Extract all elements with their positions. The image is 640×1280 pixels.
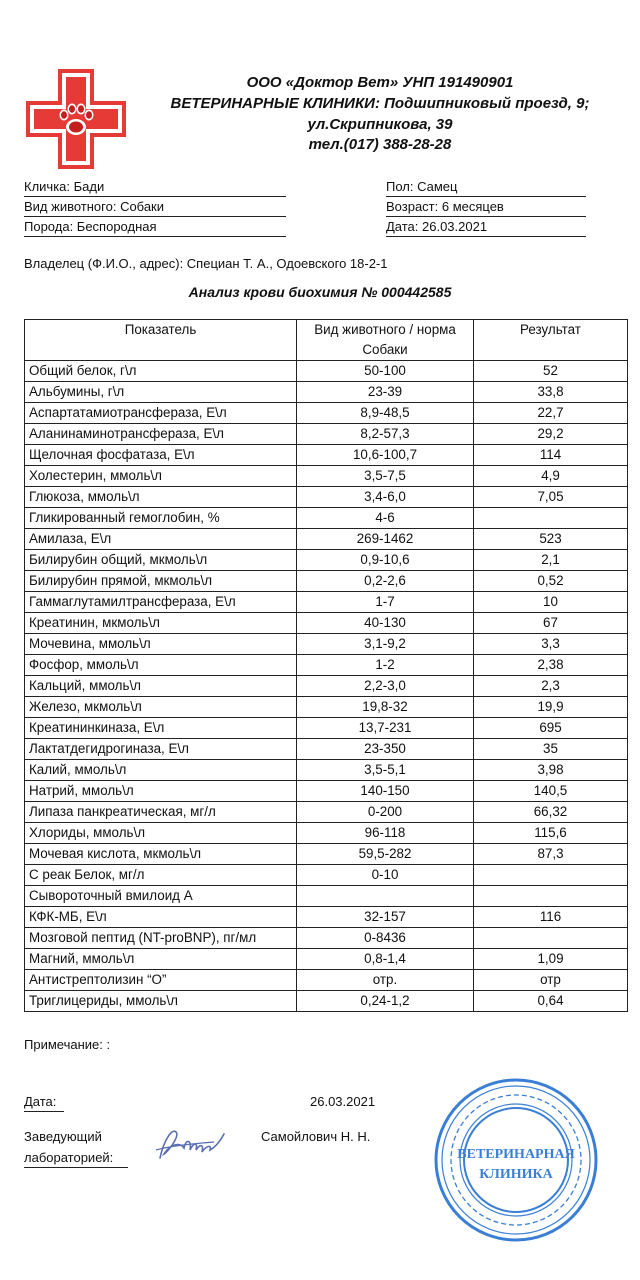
norm-cell: 0-200 [297, 802, 474, 823]
indicator-cell: С реак Белок, мг/л [25, 865, 297, 886]
indicator-cell: Билирубин общий, мкмоль\л [25, 550, 297, 571]
indicator-cell: Аспартатамиотрансфераза, Е\л [25, 403, 297, 424]
signature-mark [150, 1120, 232, 1170]
table-row [25, 613, 628, 634]
result-cell: 35 [474, 739, 628, 760]
head-label-line2: лабораторией: [24, 1149, 128, 1168]
table-row [25, 550, 628, 571]
table-row [25, 844, 628, 865]
result-cell: 523 [474, 529, 628, 550]
result-cell: 4,9 [474, 466, 628, 487]
norm-cell: 3,1-9,2 [297, 634, 474, 655]
red-cross-paw-icon [24, 67, 128, 171]
norm-cell: 0-10 [297, 865, 474, 886]
table-row [25, 361, 628, 382]
table-row [25, 487, 628, 508]
indicator-cell: Калий, ммоль\л [25, 760, 297, 781]
result-cell: 0,64 [474, 991, 628, 1012]
norm-cell: 3,5-7,5 [297, 466, 474, 487]
indicator-cell: Амилаза, Е\л [25, 529, 297, 550]
norm-cell: 0,24-1,2 [297, 991, 474, 1012]
norm-cell: 1-2 [297, 655, 474, 676]
column-header-norm: Вид животного / норма [297, 320, 474, 341]
patient-species: Вид животного: Собаки [24, 198, 286, 217]
result-cell: 140,5 [474, 781, 628, 802]
norm-cell: 0,9-10,6 [297, 550, 474, 571]
norm-cell: 96-118 [297, 823, 474, 844]
table-row [25, 760, 628, 781]
norm-cell: 4-6 [297, 508, 474, 529]
clinic-stamp [432, 1076, 600, 1244]
result-cell: 116 [474, 907, 628, 928]
table-row [25, 970, 628, 991]
result-cell: 3,98 [474, 760, 628, 781]
indicator-cell: Аланинаминотрансфераза, Е\л [25, 424, 297, 445]
norm-cell: 2,2-3,0 [297, 676, 474, 697]
table-row [25, 508, 628, 529]
owner-info: Владелец (Ф.И.О., адрес): Специан Т. А., Одоевского 18-2-1 [24, 256, 388, 271]
table-row [25, 823, 628, 844]
table-row [25, 781, 628, 802]
table-row [25, 445, 628, 466]
patient-sex: Пол: Самец [386, 178, 586, 197]
indicator-cell: Лактатдегидрогиназа, Е\л [25, 739, 297, 760]
result-cell [474, 865, 628, 886]
result-cell: 695 [474, 718, 628, 739]
document-title: Анализ крови биохимия № 000442585 [188, 284, 452, 300]
table-header-row [25, 320, 628, 341]
indicator-cell: Креатининкиназа, Е\л [25, 718, 297, 739]
norm-cell: 0,2-2,6 [297, 571, 474, 592]
analysis-date: Дата: 26.03.2021 [386, 218, 586, 237]
indicator-cell: Альбумины, г\л [25, 382, 297, 403]
indicator-cell: Магний, ммоль\л [25, 949, 297, 970]
norm-cell: 32-157 [297, 907, 474, 928]
norm-cell: 10,6-100,7 [297, 445, 474, 466]
indicator-cell: Глюкоза, ммоль\л [25, 487, 297, 508]
table-row [25, 424, 628, 445]
result-cell: 2,3 [474, 676, 628, 697]
norm-cell: 8,9-48,5 [297, 403, 474, 424]
norm-cell: 19,8-32 [297, 697, 474, 718]
indicator-cell: Общий белок, г\л [25, 361, 297, 382]
table-row [25, 697, 628, 718]
date-value: 26.03.2021 [310, 1094, 376, 1109]
result-cell: 52 [474, 361, 628, 382]
result-cell: 2,38 [474, 655, 628, 676]
indicator-cell: КФК-МБ, Е\л [25, 907, 297, 928]
norm-cell: 269-1462 [297, 529, 474, 550]
table-row [25, 592, 628, 613]
norm-cell: отр. [297, 970, 474, 991]
table-row [25, 907, 628, 928]
result-cell [474, 928, 628, 949]
indicator-cell: Фосфор, ммоль\л [25, 655, 297, 676]
result-cell [474, 886, 628, 907]
norm-cell: 13,7-231 [297, 718, 474, 739]
table-row [25, 718, 628, 739]
indicator-cell: Мочевая кислота, мкмоль\л [25, 844, 297, 865]
norm-cell: 40-130 [297, 613, 474, 634]
table-row [25, 382, 628, 403]
indicator-cell: Кальций, ммоль\л [25, 676, 297, 697]
clinic-address-line: ВЕТЕРИНАРНЫЕ КЛИНИКИ: Подшипниковый проезд, 9; [170, 95, 590, 112]
column-header-indicator: Показатель [25, 320, 297, 361]
indicator-cell: Мозговой пептид (NT-proBNP), пг/мл [25, 928, 297, 949]
result-cell: 7,05 [474, 487, 628, 508]
indicator-cell: Хлориды, ммоль\л [25, 823, 297, 844]
result-cell: 10 [474, 592, 628, 613]
norm-cell: 8,2-57,3 [297, 424, 474, 445]
svg-text:КЛИНИКА: КЛИНИКА [479, 1167, 553, 1182]
indicator-cell: Натрий, ммоль\л [25, 781, 297, 802]
species-cell: Собаки [297, 340, 474, 361]
result-cell: 1,09 [474, 949, 628, 970]
clinic-street-line: ул.Скрипникова, 39 [307, 116, 453, 133]
table-row [25, 865, 628, 886]
indicator-cell: Билирубин прямой, мкмоль\л [25, 571, 297, 592]
indicator-cell: Мочевина, ммоль\л [25, 634, 297, 655]
result-cell: отр [474, 970, 628, 991]
norm-cell: 1-7 [297, 592, 474, 613]
result-cell: 0,52 [474, 571, 628, 592]
result-cell: 115,6 [474, 823, 628, 844]
indicator-cell: Железо, мкмоль\л [25, 697, 297, 718]
patient-name: Кличка: Бади [24, 178, 286, 197]
norm-cell: 140-150 [297, 781, 474, 802]
note-label: Примечание: : [24, 1037, 111, 1052]
date-label: Дата: [24, 1093, 64, 1112]
norm-cell: 23-39 [297, 382, 474, 403]
table-row [25, 886, 628, 907]
norm-cell: 59,5-282 [297, 844, 474, 865]
table-row [25, 466, 628, 487]
result-cell: 67 [474, 613, 628, 634]
svg-text:ВЕТЕРИНАРНАЯ: ВЕТЕРИНАРНАЯ [457, 1147, 575, 1162]
indicator-cell: Гаммаглутамилтрансфераза, Е\л [25, 592, 297, 613]
norm-cell: 0-8436 [297, 928, 474, 949]
result-cell [474, 508, 628, 529]
result-cell: 66,32 [474, 802, 628, 823]
table-row [25, 655, 628, 676]
results-table [24, 319, 628, 1012]
norm-cell: 23-350 [297, 739, 474, 760]
result-cell: 33,8 [474, 382, 628, 403]
norm-cell: 0,8-1,4 [297, 949, 474, 970]
result-cell: 29,2 [474, 424, 628, 445]
table-row [25, 991, 628, 1012]
result-cell: 3,3 [474, 634, 628, 655]
indicator-cell: Антистрептолизин “О” [25, 970, 297, 991]
patient-age: Возраст: 6 месяцев [386, 198, 586, 217]
indicator-cell: Щелочная фосфатаза, Е\л [25, 445, 297, 466]
norm-cell: 50-100 [297, 361, 474, 382]
indicator-cell: Триглицериды, ммоль\л [25, 991, 297, 1012]
table-row [25, 571, 628, 592]
clinic-company-line: ООО «Доктор Вет» УНП 191490901 [246, 74, 514, 91]
table-row [25, 949, 628, 970]
indicator-cell: Сывороточный вмилоид А [25, 886, 297, 907]
table-row [25, 676, 628, 697]
patient-breed: Порода: Беспородная [24, 218, 286, 237]
indicator-cell: Гликированный гемоглобин, % [25, 508, 297, 529]
table-row [25, 403, 628, 424]
head-label-line1: Заведующий [24, 1129, 102, 1144]
table-row [25, 928, 628, 949]
result-cell: 87,3 [474, 844, 628, 865]
result-cell: 19,9 [474, 697, 628, 718]
table-row [25, 634, 628, 655]
norm-cell: 3,4-6,0 [297, 487, 474, 508]
table-row [25, 739, 628, 760]
table-row [25, 802, 628, 823]
column-header-result: Результат [474, 320, 628, 361]
indicator-cell: Липаза панкреатическая, мг/л [25, 802, 297, 823]
indicator-cell: Холестерин, ммоль\л [25, 466, 297, 487]
norm-cell: 3,5-5,1 [297, 760, 474, 781]
clinic-phone-line: тел.(017) 388-28-28 [308, 136, 452, 153]
indicator-cell: Креатинин, мкмоль\л [25, 613, 297, 634]
result-cell: 2,1 [474, 550, 628, 571]
result-cell: 114 [474, 445, 628, 466]
result-cell: 22,7 [474, 403, 628, 424]
norm-cell [297, 886, 474, 907]
table-row [25, 529, 628, 550]
head-name: Самойлович Н. Н. [261, 1129, 371, 1144]
